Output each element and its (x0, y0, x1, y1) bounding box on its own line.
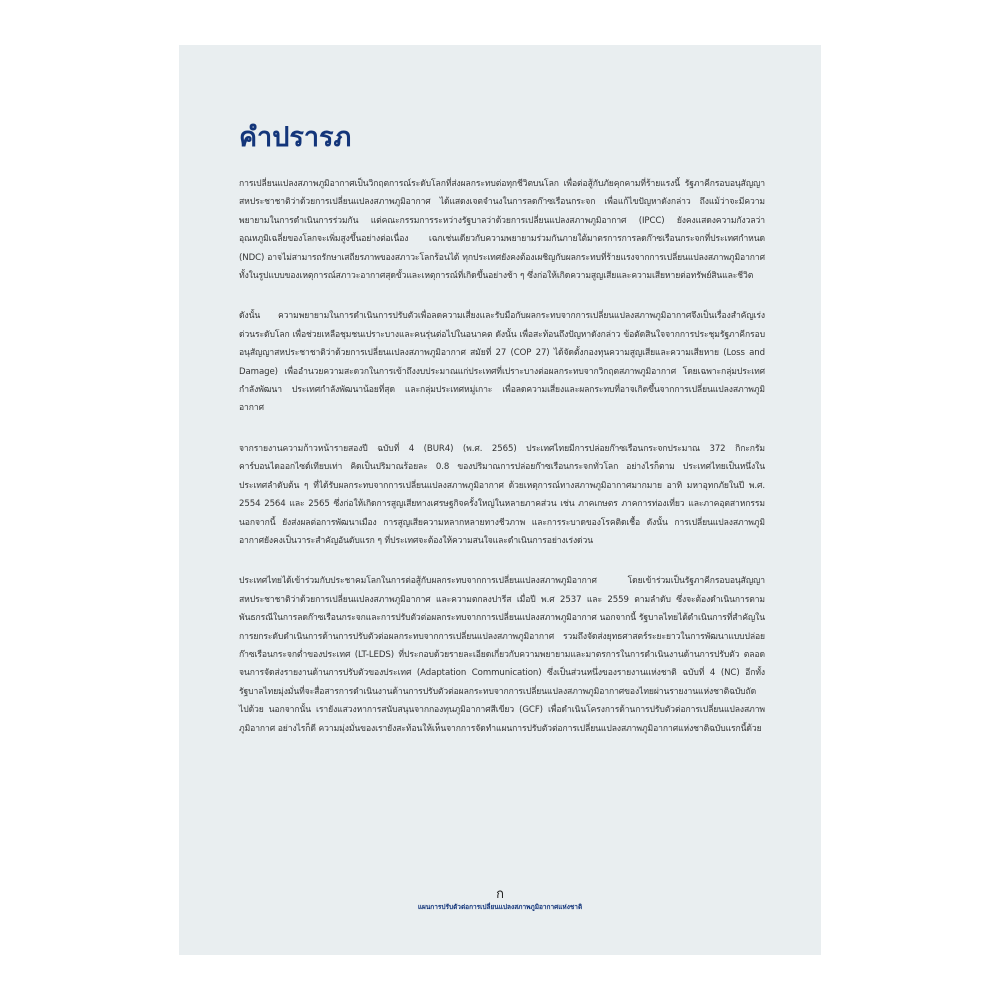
page-title: คำปรารภ (239, 122, 352, 153)
paragraph-2: ดังนั้น ความพยายามในการดำเนินการปรับตัวเพื่อลดความเสี่ยงและรับมือกับผลกระทบจากการเปลี่ยนแปลงสภาพภูมิอากาศจึงเป็นเรื่องสำคัญเร่งด่วนระดับโลก เพื่อช่วยเหลือชุมชนเปราะบางและคนรุ่นต่อไปในอนาคต ดังนั้น เพื่อสะท้อนถึงปัญหาดังกล่าว ข้อตัดสินใจจากการประชุมรัฐภาคีกรอบอนุสัญญาสหประชาชาติว่าด้วยการเปลี่ยนแปลงสภาพภูมิอากาศ สมัยที่ 27 (COP 27) ได้จัดตั้งกองทุนความสูญเสียและความเสียหาย (Loss and Damage) เพื่ออำนวยความสะดวกในการเข้าถึงงบประมาณแก่ประเทศที่เปราะบางต่อผลกระทบจากวิกฤตสภาพภูมิอากาศ โดยเฉพาะกลุ่มประเทศกำลังพัฒนา ประเทศกำลังพัฒนาน้อยที่สุด และกลุ่มประเทศหมู่เกาะ เพื่อลดความเสี่ยงและผลกระทบที่อาจเกิดขึ้นจากการเปลี่ยนแปลงสภาพภูมิอากาศ (239, 311, 765, 414)
page-number: ก (496, 887, 504, 902)
page-footer (179, 888, 821, 912)
document-body (239, 175, 765, 760)
paragraph-1: การเปลี่ยนแปลงสภาพภูมิอากาศเป็นวิกฤตการณ์ระดับโลกที่ส่งผลกระทบต่อทุกชีวิตบนโลก เพื่อต่อสู้กับภัยคุกคามที่ร้ายแรงนี้ รัฐภาคีกรอบอนุสัญญาสหประชาชาติว่าด้วยการเปลี่ยนแปลงสภาพภูมิอากาศ ได้แสดงเจตจำนงในการลดก๊าซเรือนกระจก เพื่อแก้ไขปัญหาดังกล่าว ถึงแม้ว่าจะมีความพยายามในการดำเนินการร่วมกัน แต่คณะกรรมการระหว่างรัฐบาลว่าด้วยการเปลี่ยนแปลงสภาพภูมิอากาศ (IPCC) ยังคงแสดงความกังวลว่าอุณหภูมิเฉลี่ยของโลกจะเพิ่มสูงขึ้นอย่างต่อเนื่อง เฉกเช่นเดียวกับความพยายามร่วมกันภายใต้มาตรการการลดก๊าซเรือนกระจกที่ประเทศกำหนด (NDC) อาจไม่สามารถรักษาเสถียรภาพของสภาวะโลกร้อนได้ ทุกประเทศยังคงต้องเผชิญกับผลกระทบที่ร้ายแรงจากการเปลี่ยนแปลงสภาพภูมิอากาศทั้งในรูปแบบของเหตุการณ์สภาวะอากาศสุดขั้วและเหตุการณ์ที่เกิดขึ้นอย่างช้า ๆ ซึ่งก่อให้เกิดความสูญเสียและความเสียหายต่อทรัพย์สินและชีวิต (239, 179, 765, 282)
document-page (179, 45, 821, 955)
running-title: แผนการปรับตัวต่อการเปลี่ยนแปลงสภาพภูมิอากาศแห่งชาติ (417, 903, 583, 911)
paragraph-4: ประเทศไทยได้เข้าร่วมกับประชาคมโลกในการต่อสู้กับผลกระทบจากการเปลี่ยนแปลงสภาพภูมิอากาศ โดยเข้าร่วมเป็นรัฐภาคีกรอบอนุสัญญาสหประชาชาติว่าด้วยการเปลี่ยนแปลงสภาพภูมิอากาศ และความตกลงปารีส เมื่อปี พ.ศ 2537 และ 2559 ตามลำดับ ซึ่งจะต้องดำเนินการตามพันธกรณีในการลดก๊าซเรือนกระจกและการปรับตัวต่อผลกระทบจากการเปลี่ยนแปลงสภาพภูมิอากาศ นอกจากนี้ รัฐบาลไทยได้ดำเนินการที่สำคัญในการยกระดับดำเนินการด้านการปรับตัวต่อผลกระทบจากการเปลี่ยนแปลงสภาพภูมิอากาศ รวมถึงจัดส่งยุทธศาสตร์ระยะยาวในการพัฒนาแบบปล่อยก๊าซเรือนกระจกต่ำของประเทศ (LT-LEDS) ที่ประกอบด้วยรายละเอียดเกี่ยวกับความพยายามและมาตรการในการดำเนินงานด้านการปรับตัว ตลอดจนการจัดส่งรายงานด้านการปรับตัวของประเทศ (Adaptation Communication) ซึ่งเป็นส่วนหนึ่งของรายงานแห่งชาติ ฉบับที่ 4 (NC) อีกทั้ง รัฐบาลไทยมุ่งมั่นที่จะสื่อสารการดำเนินงานด้านการปรับตัวต่อผลกระทบจากการเปลี่ยนแปลงสภาพภูมิอากาศของไทยผ่านรายงานแห่งชาติฉบับถัดไปด้วย นอกจากนั้น เรายังแสวงหาการสนับสนุนจากกองทุนภูมิอากาศสีเขียว (GCF) เพื่อดำเนินโครงการด้านการปรับตัวต่อการเปลี่ยนแปลงสภาพภูมิอากาศ อย่างไรก็ดี ความมุ่งมั่นของเรายังสะท้อนให้เห็นจากการจัดทำแผนการปรับตัวต่อการเปลี่ยนแปลงสภาพภูมิอากาศแห่งชาติฉบับแรกนี้ด้วย (239, 576, 765, 734)
paragraph-3: จากรายงานความก้าวหน้ารายสองปี ฉบับที่ 4 (BUR4) (พ.ศ. 2565) ประเทศไทยมีการปล่อยก๊าซเรือนกระจกประมาณ 372 กิกะกรัมคาร์บอนไดออกไซด์เทียบเท่า คิดเป็นปริมาณร้อยละ 0.8 ของปริมาณการปล่อยก๊าซเรือนกระจกทั่วโลก อย่างไรก็ตาม ประเทศไทยเป็นหนึ่งในประเทศลำดับต้น ๆ ที่ได้รับผลกระทบจากการเปลี่ยนแปลงสภาพภูมิอากาศ ด้วยเหตุการณ์ทางสภาพภูมิอากาศมากมาย อาทิ มหาอุทกภัยในปี พ.ศ. 2554 2564 และ 2565 ซึ่งก่อให้เกิดการสูญเสียทางเศรษฐกิจครั้งใหญ่ในหลายภาคส่วน เช่น ภาคเกษตร ภาคการท่องเที่ยว และภาคอุตสาหกรรม นอกจากนี้ ยังส่งผลต่อการพัฒนาเมือง การสูญเสียความหลากหลายทางชีวภาพ และการระบาดของโรคติดเชื้อ ดังนั้น การเปลี่ยนแปลงสภาพภูมิอากาศยังคงเป็นวาระสำคัญอันดับแรก ๆ ที่ประเทศจะต้องให้ความสนใจและดำเนินการอย่างเร่งด่วน (239, 443, 765, 546)
